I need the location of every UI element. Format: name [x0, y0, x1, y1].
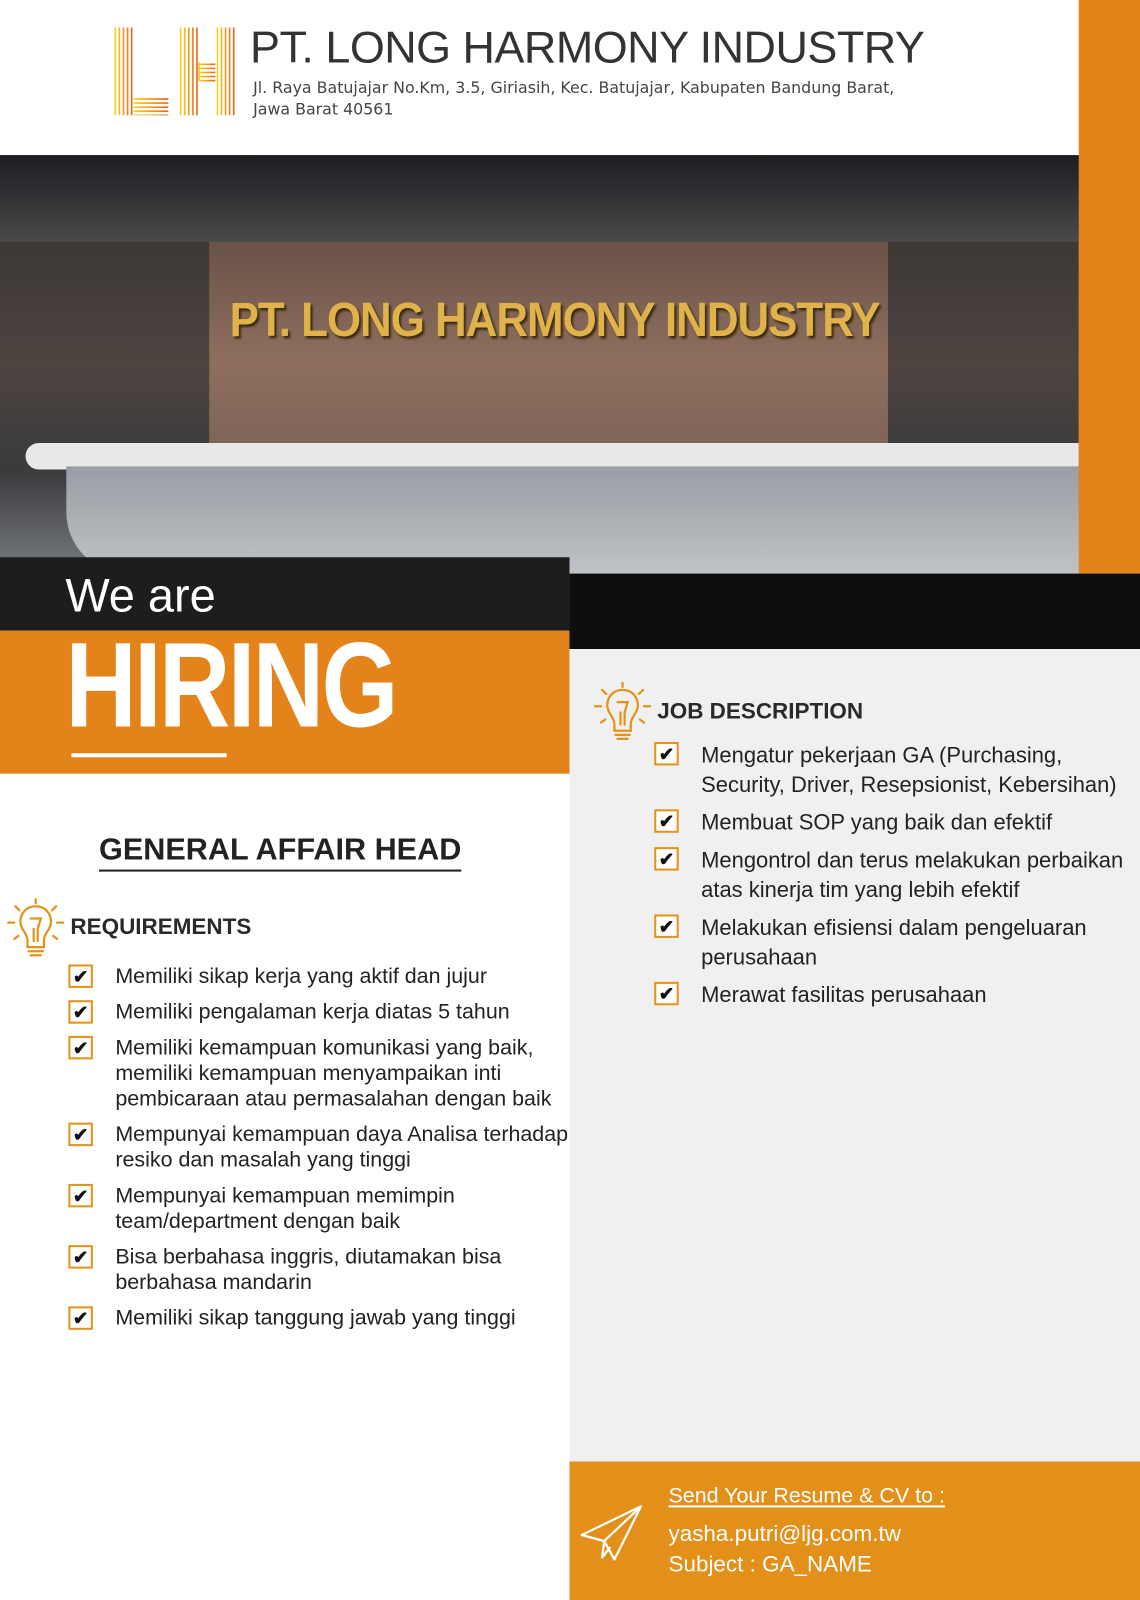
list-item	[658, 741, 1130, 800]
checkbox-checked-icon: ✔	[68, 1036, 92, 1059]
lightbulb-icon	[593, 682, 652, 743]
hiring-heading: HIRING	[65, 618, 396, 754]
list-item-text: Memiliki sikap tanggung jawab yang tinggi	[115, 1306, 516, 1330]
requirements-list	[72, 963, 574, 1341]
checkbox-checked-icon: ✔	[68, 1184, 92, 1207]
list-item-text: Memiliki kemampuan komunikasi yang baik, memiliki kemampuan menyampaikan inti pembicaraan atau permasalahan dengan baik	[115, 1035, 552, 1111]
list-item	[658, 846, 1130, 905]
checkbox-checked-icon: ✔	[654, 809, 678, 832]
orange-accent-strip	[1079, 0, 1140, 574]
list-item	[72, 963, 574, 989]
list-item-text: Memiliki pengalaman kerja diatas 5 tahun	[115, 1000, 510, 1024]
checkbox-checked-icon: ✔	[68, 1123, 92, 1146]
checkbox-checked-icon: ✔	[68, 964, 92, 987]
checkbox-checked-icon: ✔	[654, 847, 678, 870]
list-item-text: Memiliki sikap kerja yang aktif dan jujur	[115, 964, 487, 988]
list-item	[72, 1035, 574, 1112]
dark-band	[569, 574, 1140, 650]
checkbox-checked-icon: ✔	[654, 742, 678, 765]
company-address	[253, 78, 967, 121]
list-item	[658, 981, 1130, 1011]
contact-subject: Subject : GA_NAME	[668, 1551, 872, 1577]
checkbox-checked-icon: ✔	[68, 1000, 92, 1023]
checkbox-checked-icon: ✔	[68, 1245, 92, 1268]
job-description-list	[658, 741, 1130, 1019]
hiring-underline	[71, 753, 226, 757]
list-item	[72, 1183, 574, 1234]
list-item-text: Melakukan efisiensi dalam pengeluaran perusahaan	[701, 915, 1087, 970]
checkbox-checked-icon: ✔	[654, 914, 678, 937]
list-item-text: Mengontrol dan terus melakukan perbaikan atas kinerja tim yang lebih efektif	[701, 848, 1124, 903]
list-item	[72, 999, 574, 1025]
list-item-text: Mengatur pekerjaan GA (Purchasing, Security, Driver, Resepsionist, Kebersihan)	[701, 742, 1117, 798]
checkbox-checked-icon: ✔	[68, 1306, 92, 1329]
we-are-text: We are	[65, 568, 216, 622]
list-item	[72, 1305, 574, 1331]
contact-box	[569, 1461, 1140, 1600]
list-item-text: Mempunyai kemampuan memimpin team/department dengan baik	[115, 1183, 455, 1233]
list-item-text: Bisa berbahasa inggris, diutamakan bisa berbahasa mandarin	[115, 1245, 502, 1295]
company-name: PT. LONG HARMONY INDUSTRY	[250, 22, 925, 73]
requirements-title: REQUIREMENTS	[70, 913, 252, 939]
address-line-2: Jawa Barat 40561	[253, 100, 394, 119]
company-logo	[113, 28, 235, 116]
list-item	[658, 913, 1130, 972]
list-item	[72, 1244, 574, 1295]
lightbulb-icon	[6, 898, 65, 959]
job-description-title: JOB DESCRIPTION	[657, 698, 864, 724]
list-item-text: Mempunyai kemampuan daya Analisa terhadap resiko dan masalah yang tinggi	[115, 1122, 569, 1172]
contact-email[interactable]: yasha.putri@ljg.com.tw	[668, 1520, 901, 1547]
ceiling	[0, 155, 1079, 242]
list-item-text: Merawat fasilitas perusahaan	[701, 982, 987, 1008]
list-item-text: Membuat SOP yang baik dan efektif	[701, 810, 1053, 835]
list-item	[72, 1122, 574, 1173]
checkbox-checked-icon: ✔	[654, 982, 678, 1005]
list-item	[658, 808, 1130, 838]
contact-title: Send Your Resume & CV to :	[668, 1483, 945, 1508]
address-line-1: Jl. Raya Batujajar No.Km, 3.5, Giriasih, Kec. Batujajar, Kabupaten Bandung Barat,	[253, 78, 895, 97]
paper-plane-icon	[580, 1504, 643, 1561]
position-title: GENERAL AFFAIR HEAD	[99, 833, 461, 872]
lobby-photo	[0, 155, 1079, 573]
wall-sign: PT. LONG HARMONY INDUSTRY	[229, 293, 880, 348]
